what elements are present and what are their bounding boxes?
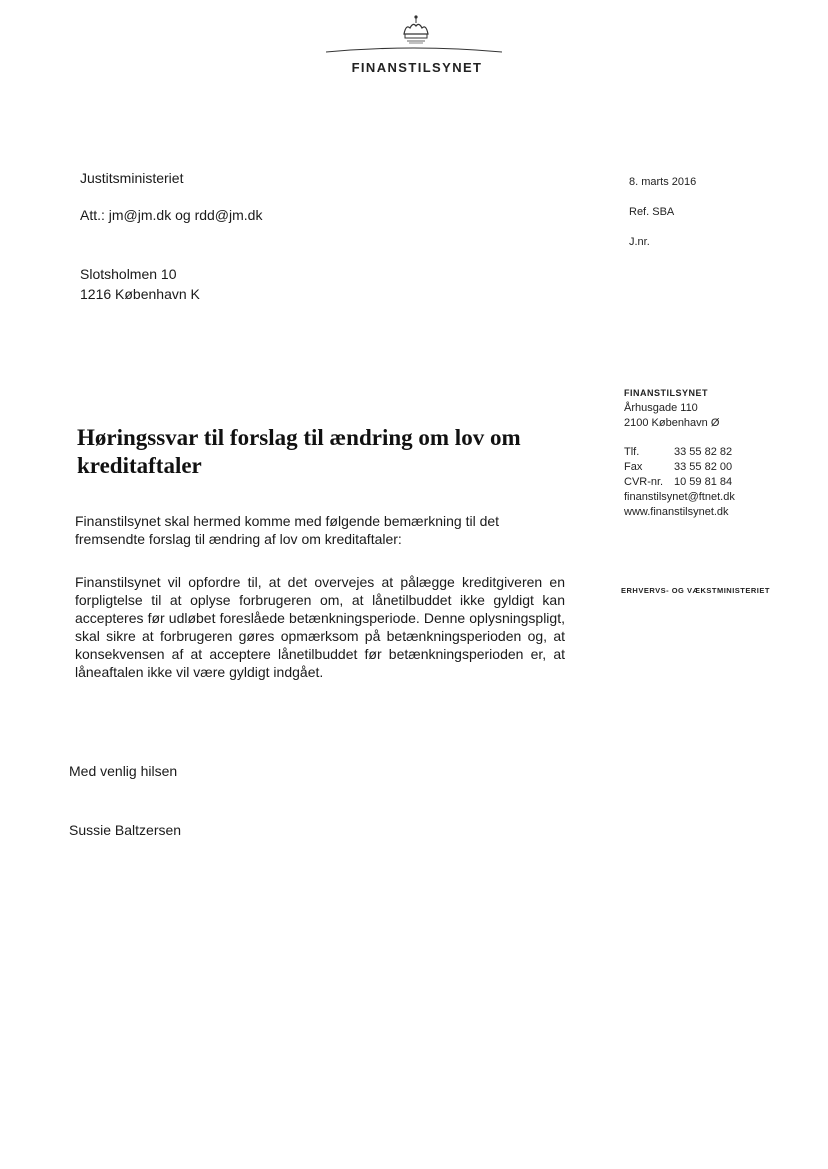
fax-value: 33 55 82 00 [674,461,733,473]
letterhead-brand: FINANSTILSYNET [351,60,483,75]
cvr-value: 10 59 81 84 [674,476,733,488]
recipient-name: Justitsministeriet [80,170,184,186]
letter-date: 8. marts 2016 [629,176,697,188]
recipient-street: Slotsholmen 10 [80,266,177,282]
fax-label: Fax [624,461,643,473]
sender-contact-block [624,445,735,520]
letter-signature: Sussie Baltzersen [69,822,182,838]
phone-label: Tlf. [624,446,640,458]
cvr-label: CVR-nr. [624,476,664,488]
contact-email: finanstilsynet@ftnet.dk [624,491,735,503]
contact-fax-row [624,460,735,475]
contact-cvr-row [624,475,735,490]
ministry-label: ERHVERVS- OG VÆKSTMINISTERIET [621,586,770,595]
sender-street: Århusgade 110 [624,402,698,414]
contact-phone-row [624,445,735,460]
phone-value: 33 55 82 82 [674,446,733,458]
recipient-att: Att.: jm@jm.dk og rdd@jm.dk [80,207,263,223]
sender-name: FINANSTILSYNET [624,388,709,398]
crown-logo-icon [398,14,434,46]
letter-paragraph-2: Finanstilsynet vil opfordre til, at det overvejes at pålægge kreditgiveren en forpligtelse til at oplyse forbrugeren om, at lånetilbuddet ikke gyldigt kan accepteres før udløbet foreslåede betænkningsperiode. Denne oplysningspligt, skal sikre at forbrugeren gøres opmærksom på betænkningsperioden og, at konsekvensen af at acceptere lånetilbuddet før betænkningsperioden er, at låneaftalen ikke vil være gyldigt indgået. [75,574,565,680]
letter-closing: Med venlig hilsen [69,763,178,779]
recipient-address [80,264,200,304]
letterhead-rule [326,46,502,54]
letter-ref: Ref. SBA [629,206,675,218]
letter-jnr: J.nr. [629,236,650,248]
recipient-city: 1216 København K [80,286,200,302]
sender-address-block [624,386,719,431]
letter-paragraph-1: Finanstilsynet skal hermed komme med følgende bemærkning til det fremsendte forslag til ændring af lov om kreditaftaler: [75,513,500,547]
contact-web: www.finanstilsynet.dk [624,506,729,518]
letter-title: Høringssvar til forslag til ændring om lov om kreditaftaler [77,425,521,478]
sender-city: 2100 København Ø [624,417,720,429]
